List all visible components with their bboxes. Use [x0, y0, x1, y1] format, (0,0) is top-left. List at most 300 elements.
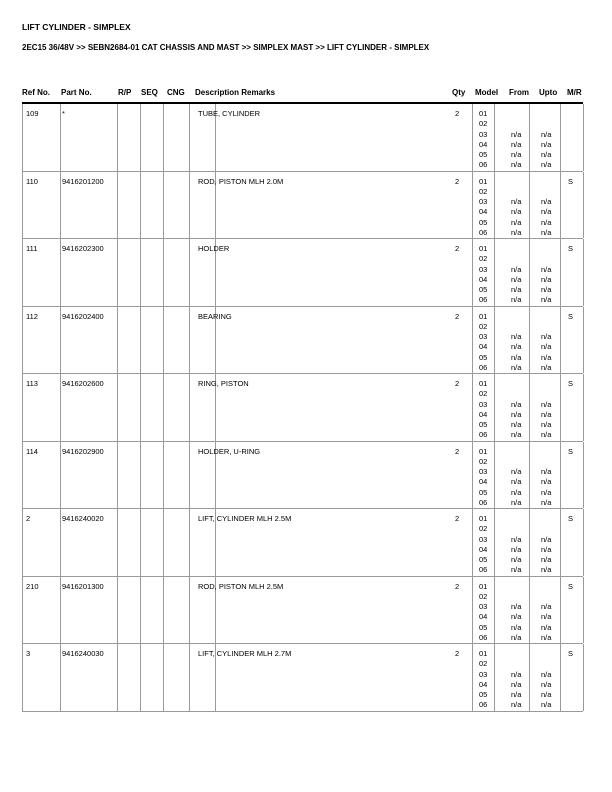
cell-from-line [511, 119, 521, 129]
cell-models-line: 04 [479, 207, 488, 217]
cell-from-line: n/a [511, 129, 522, 139]
cell-from-line: n/a [511, 160, 522, 170]
cell-upto-line: n/a [541, 197, 552, 207]
column-divider [60, 172, 61, 239]
column-divider [472, 374, 473, 441]
cell-upto-line: n/a [541, 139, 552, 149]
column-divider [117, 239, 118, 306]
cell-models-line: 04 [479, 544, 488, 554]
cell-upto-line: n/a [541, 497, 552, 507]
column-divider [583, 172, 584, 239]
cell-from-line: n/a [511, 399, 522, 409]
column-divider [472, 644, 473, 711]
cell-description: BEARING [198, 311, 232, 321]
column-divider [472, 442, 473, 509]
cell-from [511, 649, 521, 711]
column-divider [583, 644, 584, 711]
cell-from [511, 109, 521, 171]
column-divider [60, 104, 61, 171]
cell-from-line: n/a [511, 690, 522, 700]
cell-models-line: 04 [479, 679, 488, 689]
cell-mr: S [568, 176, 574, 186]
cell-models-line: 03 [479, 129, 488, 139]
column-divider [529, 307, 530, 374]
column-divider [22, 577, 23, 644]
cell-from-line: n/a [511, 420, 522, 430]
cell-qty: 2 [455, 311, 460, 321]
cell-part-no: 9416202600 [62, 379, 104, 388]
column-divider [494, 307, 495, 374]
cell-upto-line: n/a [541, 430, 552, 440]
cell-from [511, 379, 521, 441]
cell-from-line: n/a [511, 467, 522, 477]
col-header-model: Model [475, 88, 499, 97]
cell-part-no: 9416240020 [62, 514, 104, 523]
cell-models [479, 582, 487, 644]
cell-ref: 114 [26, 446, 38, 456]
cell-from-line: n/a [511, 227, 522, 237]
cell-upto-line [541, 254, 551, 264]
cell-from-line [511, 524, 521, 534]
column-divider [560, 307, 561, 374]
column-divider [472, 307, 473, 374]
cell-from-line: n/a [511, 264, 522, 274]
cell-from-line [511, 514, 521, 524]
col-header-from: From [509, 88, 529, 97]
cell-upto-line [541, 582, 551, 592]
cell-upto-line [541, 659, 551, 669]
column-divider [494, 172, 495, 239]
cell-models-line: 03 [479, 197, 488, 207]
cell-from-line: n/a [511, 622, 522, 632]
cell-models-line: 01 [479, 244, 488, 253]
table-row [22, 104, 583, 172]
column-divider [163, 509, 164, 576]
column-divider [140, 172, 141, 239]
cell-models-line: 04 [479, 274, 488, 284]
cell-part-no: 9416240030 [62, 649, 104, 658]
cell-upto-line: n/a [541, 544, 552, 554]
column-divider [494, 509, 495, 576]
cell-models [479, 514, 487, 576]
cell-upto-line: n/a [541, 150, 552, 160]
cell-upto-line: n/a [541, 487, 552, 497]
cell-part-no: 9416202900 [62, 446, 104, 456]
cell-from-line [511, 389, 521, 399]
cell-models-line: 06 [479, 565, 488, 575]
cell-models [479, 109, 487, 171]
table-row [22, 307, 583, 375]
col-header-ref: Ref No. [22, 88, 50, 97]
cell-from-line: n/a [511, 544, 522, 554]
page-title: LIFT CYLINDER - SIMPLEX [22, 22, 131, 32]
cell-from-line [511, 244, 521, 254]
cell-models-line: 04 [479, 477, 488, 487]
column-divider [494, 442, 495, 509]
cell-description: HOLDER [198, 244, 230, 253]
cell-from-line: n/a [511, 274, 522, 284]
cell-from-line: n/a [511, 362, 522, 372]
cell-models-line: 06 [479, 430, 488, 440]
cell-models-line: 05 [479, 285, 488, 295]
column-divider [117, 644, 118, 711]
cell-ref: 210 [26, 581, 39, 591]
column-divider [140, 307, 141, 374]
column-divider [117, 374, 118, 441]
col-header-mr: M/R [567, 88, 582, 97]
cell-upto [541, 447, 551, 509]
column-divider [60, 577, 61, 644]
cell-upto [541, 312, 551, 374]
cell-from-line: n/a [511, 632, 522, 642]
cell-upto [541, 649, 551, 711]
column-divider [529, 374, 530, 441]
cell-upto-line: n/a [541, 274, 552, 284]
cell-qty: 2 [455, 446, 460, 456]
cell-models-line: 05 [479, 622, 488, 632]
cell-upto [541, 379, 551, 441]
cell-models-line: 05 [479, 555, 488, 565]
column-divider [560, 577, 561, 644]
cell-from-line: n/a [511, 197, 522, 207]
table-row [22, 577, 583, 645]
column-divider [189, 239, 190, 306]
column-divider [117, 577, 118, 644]
cell-from [511, 447, 521, 509]
cell-ref: 109 [26, 109, 39, 118]
cell-upto-line [541, 379, 551, 389]
column-divider [189, 442, 190, 509]
cell-upto-line [541, 119, 551, 129]
cell-from-line: n/a [511, 602, 522, 612]
col-header-desc: Description Remarks [195, 88, 276, 97]
cell-from-line: n/a [511, 565, 522, 575]
cell-from-line: n/a [511, 207, 522, 217]
cell-models [479, 649, 487, 711]
column-divider [189, 644, 190, 711]
cell-upto-line [541, 524, 551, 534]
cell-from-line: n/a [511, 139, 522, 149]
column-divider [560, 172, 561, 239]
column-divider [60, 374, 61, 441]
cell-upto [541, 514, 551, 576]
cell-ref: 113 [26, 379, 38, 388]
cell-models-line: 02 [479, 254, 488, 264]
cell-upto-line: n/a [541, 555, 552, 565]
cell-upto-line: n/a [541, 632, 552, 642]
cell-from-line: n/a [511, 409, 522, 419]
cell-models-line: 04 [479, 409, 488, 419]
breadcrumb: 2EC15 36/48V >> SEBN2684-01 CAT CHASSIS AND MAST >> SIMPLEX MAST >> LIFT CYLINDER - SIMPLEX [22, 43, 430, 52]
cell-from-line [511, 649, 521, 659]
cell-part-no: 9416201300 [62, 581, 104, 591]
cell-from-line: n/a [511, 555, 522, 565]
column-divider [529, 644, 530, 711]
column-divider [583, 509, 584, 576]
column-divider [117, 509, 118, 576]
cell-upto-line: n/a [541, 690, 552, 700]
cell-models-line: 02 [479, 591, 488, 601]
column-divider [189, 307, 190, 374]
cell-description: TUBE, CYLINDER [198, 109, 261, 118]
cell-models-line: 06 [479, 362, 488, 372]
cell-upto-line: n/a [541, 285, 552, 295]
cell-models-line: 05 [479, 217, 488, 227]
column-divider [22, 307, 23, 374]
table-row [22, 172, 583, 240]
cell-models-line: 02 [479, 659, 488, 669]
cell-upto-line: n/a [541, 467, 552, 477]
column-divider [529, 104, 530, 171]
cell-from-line: n/a [511, 430, 522, 440]
column-divider [163, 577, 164, 644]
cell-upto-line [541, 514, 551, 524]
table-row [22, 239, 583, 307]
cell-models-line: 02 [479, 389, 488, 399]
cell-models [479, 447, 487, 509]
cell-upto-line: n/a [541, 669, 552, 679]
column-divider [494, 644, 495, 711]
cell-from-line [511, 659, 521, 669]
cell-from [511, 177, 521, 239]
cell-qty: 2 [455, 581, 460, 591]
cell-qty: 2 [455, 109, 460, 118]
cell-models-line: 06 [479, 160, 488, 170]
column-divider [494, 104, 495, 171]
cell-part-no: 9416202300 [62, 244, 104, 253]
cell-qty: 2 [455, 176, 460, 186]
column-divider [494, 577, 495, 644]
cell-ref: 111 [26, 244, 38, 253]
column-divider [560, 239, 561, 306]
column-divider [163, 104, 164, 171]
column-divider [163, 374, 164, 441]
col-header-rp: R/P [118, 88, 132, 97]
cell-from-line: n/a [511, 700, 522, 710]
cell-upto-line: n/a [541, 129, 552, 139]
column-divider [140, 644, 141, 711]
cell-from-line: n/a [511, 497, 522, 507]
cell-upto-line: n/a [541, 612, 552, 622]
cell-upto-line [541, 187, 551, 197]
cell-from-line: n/a [511, 352, 522, 362]
column-divider [560, 104, 561, 171]
col-header-part: Part No. [61, 88, 92, 97]
cell-upto-line: n/a [541, 602, 552, 612]
cell-upto-line [541, 447, 551, 457]
column-divider [117, 104, 118, 171]
cell-upto-line: n/a [541, 679, 552, 689]
cell-from-line: n/a [511, 534, 522, 544]
cell-models-line: 03 [479, 669, 488, 679]
cell-models-line: 03 [479, 602, 488, 612]
cell-models-line: 04 [479, 342, 488, 352]
cell-upto-line: n/a [541, 217, 552, 227]
column-divider [189, 509, 190, 576]
cell-models-line: 03 [479, 332, 488, 342]
column-divider [189, 172, 190, 239]
column-divider [163, 307, 164, 374]
cell-models [479, 244, 487, 306]
cell-qty: 2 [455, 379, 460, 388]
column-divider [22, 509, 23, 576]
cell-from-line [511, 592, 521, 602]
cell-from [511, 582, 521, 644]
cell-models-line: 02 [479, 524, 488, 534]
column-divider [22, 239, 23, 306]
column-divider [22, 644, 23, 711]
column-divider [472, 577, 473, 644]
cell-upto-line [541, 244, 551, 254]
column-divider [60, 644, 61, 711]
cell-mr: S [568, 379, 574, 388]
cell-models-line: 06 [479, 227, 488, 237]
cell-models-line: 02 [479, 456, 488, 466]
column-divider [560, 644, 561, 711]
cell-upto-line [541, 322, 551, 332]
col-header-upto: Upto [539, 88, 558, 97]
column-divider [163, 644, 164, 711]
cell-upto-line [541, 649, 551, 659]
cell-models-line: 01 [479, 176, 488, 186]
cell-models-line: 06 [479, 700, 488, 710]
cell-upto-line: n/a [541, 227, 552, 237]
column-divider [22, 374, 23, 441]
col-header-cng: CNG [167, 88, 185, 97]
column-divider [60, 239, 61, 306]
cell-from-line [511, 187, 521, 197]
cell-upto [541, 244, 551, 306]
cell-upto [541, 177, 551, 239]
cell-upto-line: n/a [541, 342, 552, 352]
cell-qty: 2 [455, 649, 460, 658]
cell-from-line [511, 177, 521, 187]
cell-from-line: n/a [511, 679, 522, 689]
cell-from-line: n/a [511, 295, 522, 305]
cell-upto-line [541, 177, 551, 187]
cell-part-no: * [62, 109, 65, 118]
cell-from-line: n/a [511, 332, 522, 342]
column-divider [60, 509, 61, 576]
cell-upto-line: n/a [541, 477, 552, 487]
column-divider [117, 442, 118, 509]
cell-upto-line: n/a [541, 362, 552, 372]
column-divider [583, 307, 584, 374]
column-divider [60, 442, 61, 509]
cell-models-line: 05 [479, 420, 488, 430]
cell-upto-line: n/a [541, 700, 552, 710]
cell-models-line: 01 [479, 581, 488, 591]
column-divider [583, 374, 584, 441]
column-divider [22, 442, 23, 509]
table-row [22, 374, 583, 442]
column-divider [583, 239, 584, 306]
cell-mr: S [568, 514, 574, 523]
cell-mr: S [568, 244, 574, 253]
cell-description: HOLDER, U-RING [198, 446, 261, 456]
cell-mr: S [568, 311, 574, 321]
cell-ref: 112 [26, 311, 38, 321]
column-divider [560, 374, 561, 441]
column-divider [472, 172, 473, 239]
cell-models-line: 04 [479, 612, 488, 622]
cell-models-line: 01 [479, 379, 488, 388]
cell-models-line: 03 [479, 534, 488, 544]
cell-upto-line: n/a [541, 207, 552, 217]
cell-models-line: 01 [479, 649, 488, 658]
cell-models-line: 03 [479, 467, 488, 477]
cell-from-line [511, 254, 521, 264]
cell-models-line: 06 [479, 497, 488, 507]
cell-mr: S [568, 581, 574, 591]
cell-from-line: n/a [511, 217, 522, 227]
cell-mr: S [568, 446, 574, 456]
cell-from-line: n/a [511, 477, 522, 487]
cell-from [511, 312, 521, 374]
column-divider [140, 509, 141, 576]
cell-upto-line [541, 389, 551, 399]
cell-models-line: 03 [479, 264, 488, 274]
column-divider [494, 374, 495, 441]
column-divider [529, 442, 530, 509]
cell-upto [541, 109, 551, 171]
column-divider [140, 239, 141, 306]
cell-models [479, 312, 487, 374]
column-divider [22, 172, 23, 239]
cell-models-line: 05 [479, 352, 488, 362]
cell-upto-line: n/a [541, 352, 552, 362]
column-divider [560, 442, 561, 509]
cell-upto-line: n/a [541, 565, 552, 575]
cell-part-no: 9416201200 [62, 176, 104, 186]
col-header-seq: SEQ [141, 88, 158, 97]
column-divider [117, 172, 118, 239]
column-divider [494, 239, 495, 306]
cell-description: RING, PISTON [198, 379, 249, 388]
cell-upto-line: n/a [541, 409, 552, 419]
cell-upto-line: n/a [541, 622, 552, 632]
cell-upto [541, 582, 551, 644]
cell-from-line [511, 379, 521, 389]
cell-models-line: 02 [479, 321, 488, 331]
column-divider [163, 239, 164, 306]
cell-from-line [511, 457, 521, 467]
cell-description: ROD, PISTON MLH 2.0M [198, 176, 284, 186]
table-row [22, 509, 583, 577]
column-divider [117, 307, 118, 374]
cell-from-line: n/a [511, 669, 522, 679]
cell-from [511, 244, 521, 306]
cell-models-line: 02 [479, 186, 488, 196]
column-divider [529, 509, 530, 576]
cell-upto-line: n/a [541, 399, 552, 409]
column-divider [472, 239, 473, 306]
column-divider [140, 577, 141, 644]
column-divider [529, 172, 530, 239]
column-divider [163, 442, 164, 509]
cell-ref: 3 [26, 649, 31, 658]
cell-from-line [511, 312, 521, 322]
column-divider [583, 442, 584, 509]
cell-from-line [511, 447, 521, 457]
cell-ref: 110 [26, 176, 38, 186]
cell-from-line: n/a [511, 150, 522, 160]
column-divider [22, 104, 23, 171]
cell-qty: 2 [455, 244, 460, 253]
cell-upto-line [541, 312, 551, 322]
column-divider [472, 509, 473, 576]
cell-models-line: 05 [479, 150, 488, 160]
